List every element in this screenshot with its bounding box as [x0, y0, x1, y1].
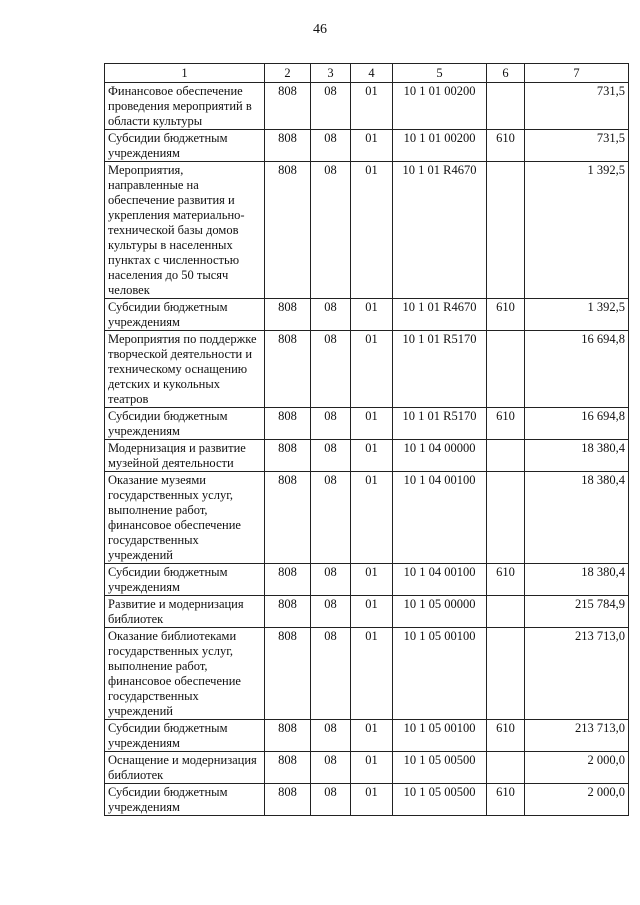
target-article-code: 10 1 01 R5170: [393, 408, 487, 440]
target-article-code: 10 1 01 R4670: [393, 299, 487, 331]
row-name: Мероприятия по поддержке творческой деятельности и техническому оснащению детских и кукольных театров: [105, 331, 265, 408]
header-col-7: 7: [525, 64, 629, 83]
table-row: [105, 784, 629, 816]
target-article-code: 10 1 05 00100: [393, 628, 487, 720]
amount: 731,5: [525, 130, 629, 162]
row-name: Субсидии бюджетным учреждениям: [105, 299, 265, 331]
expense-type-code: [487, 162, 525, 299]
target-article-code: 10 1 01 R4670: [393, 162, 487, 299]
subsection-code: 01: [351, 162, 393, 299]
expense-type-code: 610: [487, 564, 525, 596]
amount: 16 694,8: [525, 331, 629, 408]
ministry-code: 808: [265, 628, 311, 720]
target-article-code: 10 1 05 00100: [393, 720, 487, 752]
expense-type-code: [487, 83, 525, 130]
header-col-1: 1: [105, 64, 265, 83]
table-row: [105, 564, 629, 596]
amount: 18 380,4: [525, 564, 629, 596]
expense-type-code: 610: [487, 784, 525, 816]
target-article-code: 10 1 04 00000: [393, 440, 487, 472]
row-name: Субсидии бюджетным учреждениям: [105, 564, 265, 596]
row-name: Модернизация и развитие музейной деятельности: [105, 440, 265, 472]
section-code: 08: [311, 299, 351, 331]
section-code: 08: [311, 784, 351, 816]
expense-type-code: [487, 596, 525, 628]
ministry-code: 808: [265, 472, 311, 564]
expense-type-code: 610: [487, 130, 525, 162]
subsection-code: 01: [351, 472, 393, 564]
header-col-4: 4: [351, 64, 393, 83]
table-row: [105, 408, 629, 440]
amount: 213 713,0: [525, 720, 629, 752]
target-article-code: 10 1 05 00500: [393, 784, 487, 816]
section-code: 08: [311, 752, 351, 784]
table-row: [105, 440, 629, 472]
amount: 215 784,9: [525, 596, 629, 628]
subsection-code: 01: [351, 564, 393, 596]
ministry-code: 808: [265, 331, 311, 408]
amount: 18 380,4: [525, 472, 629, 564]
amount: 1 392,5: [525, 162, 629, 299]
section-code: 08: [311, 83, 351, 130]
table-row: [105, 331, 629, 408]
amount: 1 392,5: [525, 299, 629, 331]
table-row: [105, 299, 629, 331]
expense-type-code: 610: [487, 408, 525, 440]
target-article-code: 10 1 04 00100: [393, 564, 487, 596]
table-row: [105, 162, 629, 299]
ministry-code: 808: [265, 162, 311, 299]
section-code: 08: [311, 628, 351, 720]
amount: 16 694,8: [525, 408, 629, 440]
amount: 18 380,4: [525, 440, 629, 472]
expense-type-code: [487, 628, 525, 720]
section-code: 08: [311, 472, 351, 564]
target-article-code: 10 1 01 00200: [393, 83, 487, 130]
section-code: 08: [311, 130, 351, 162]
ministry-code: 808: [265, 130, 311, 162]
section-code: 08: [311, 440, 351, 472]
subsection-code: 01: [351, 596, 393, 628]
table-row: [105, 596, 629, 628]
row-name: Оснащение и модернизация библиотек: [105, 752, 265, 784]
section-code: 08: [311, 720, 351, 752]
expense-type-code: [487, 440, 525, 472]
row-name: Развитие и модернизация библиотек: [105, 596, 265, 628]
target-article-code: 10 1 01 R5170: [393, 331, 487, 408]
table-header-row: [105, 64, 629, 83]
subsection-code: 01: [351, 331, 393, 408]
subsection-code: 01: [351, 408, 393, 440]
row-name: Субсидии бюджетным учреждениям: [105, 408, 265, 440]
target-article-code: 10 1 01 00200: [393, 130, 487, 162]
subsection-code: 01: [351, 752, 393, 784]
header-col-3: 3: [311, 64, 351, 83]
table-row: [105, 628, 629, 720]
subsection-code: 01: [351, 130, 393, 162]
row-name: Оказание библиотеками государственных услуг, выполнение работ, финансовое обеспечение государственных учреждений: [105, 628, 265, 720]
amount: 2 000,0: [525, 752, 629, 784]
section-code: 08: [311, 596, 351, 628]
header-col-5: 5: [393, 64, 487, 83]
budget-table: [104, 63, 629, 816]
amount: 213 713,0: [525, 628, 629, 720]
row-name: Финансовое обеспечение проведения мероприятий в области культуры: [105, 83, 265, 130]
table-row: [105, 472, 629, 564]
ministry-code: 808: [265, 564, 311, 596]
row-name: Субсидии бюджетным учреждениям: [105, 720, 265, 752]
subsection-code: 01: [351, 440, 393, 472]
subsection-code: 01: [351, 83, 393, 130]
row-name: Мероприятия, направленные на обеспечение развития и укрепления материально-технической базы домов культуры в населенных пунктах с численностью населения до 50 тысяч человек: [105, 162, 265, 299]
section-code: 08: [311, 564, 351, 596]
expense-type-code: [487, 331, 525, 408]
table-row: [105, 752, 629, 784]
amount: 731,5: [525, 83, 629, 130]
expense-type-code: 610: [487, 720, 525, 752]
row-name: Субсидии бюджетным учреждениям: [105, 130, 265, 162]
ministry-code: 808: [265, 784, 311, 816]
ministry-code: 808: [265, 299, 311, 331]
expense-type-code: [487, 752, 525, 784]
ministry-code: 808: [265, 83, 311, 130]
ministry-code: 808: [265, 596, 311, 628]
row-name: Оказание музеями государственных услуг, выполнение работ, финансовое обеспечение государственных учреждений: [105, 472, 265, 564]
row-name: Субсидии бюджетным учреждениям: [105, 784, 265, 816]
subsection-code: 01: [351, 784, 393, 816]
subsection-code: 01: [351, 628, 393, 720]
subsection-code: 01: [351, 720, 393, 752]
target-article-code: 10 1 04 00100: [393, 472, 487, 564]
ministry-code: 808: [265, 440, 311, 472]
ministry-code: 808: [265, 752, 311, 784]
expense-type-code: 610: [487, 299, 525, 331]
target-article-code: 10 1 05 00000: [393, 596, 487, 628]
table-row: [105, 130, 629, 162]
subsection-code: 01: [351, 299, 393, 331]
section-code: 08: [311, 162, 351, 299]
ministry-code: 808: [265, 720, 311, 752]
target-article-code: 10 1 05 00500: [393, 752, 487, 784]
amount: 2 000,0: [525, 784, 629, 816]
header-col-6: 6: [487, 64, 525, 83]
table-row: [105, 720, 629, 752]
section-code: 08: [311, 331, 351, 408]
section-code: 08: [311, 408, 351, 440]
page-number: 46: [313, 22, 327, 37]
table-row: [105, 83, 629, 130]
ministry-code: 808: [265, 408, 311, 440]
header-col-2: 2: [265, 64, 311, 83]
expense-type-code: [487, 472, 525, 564]
